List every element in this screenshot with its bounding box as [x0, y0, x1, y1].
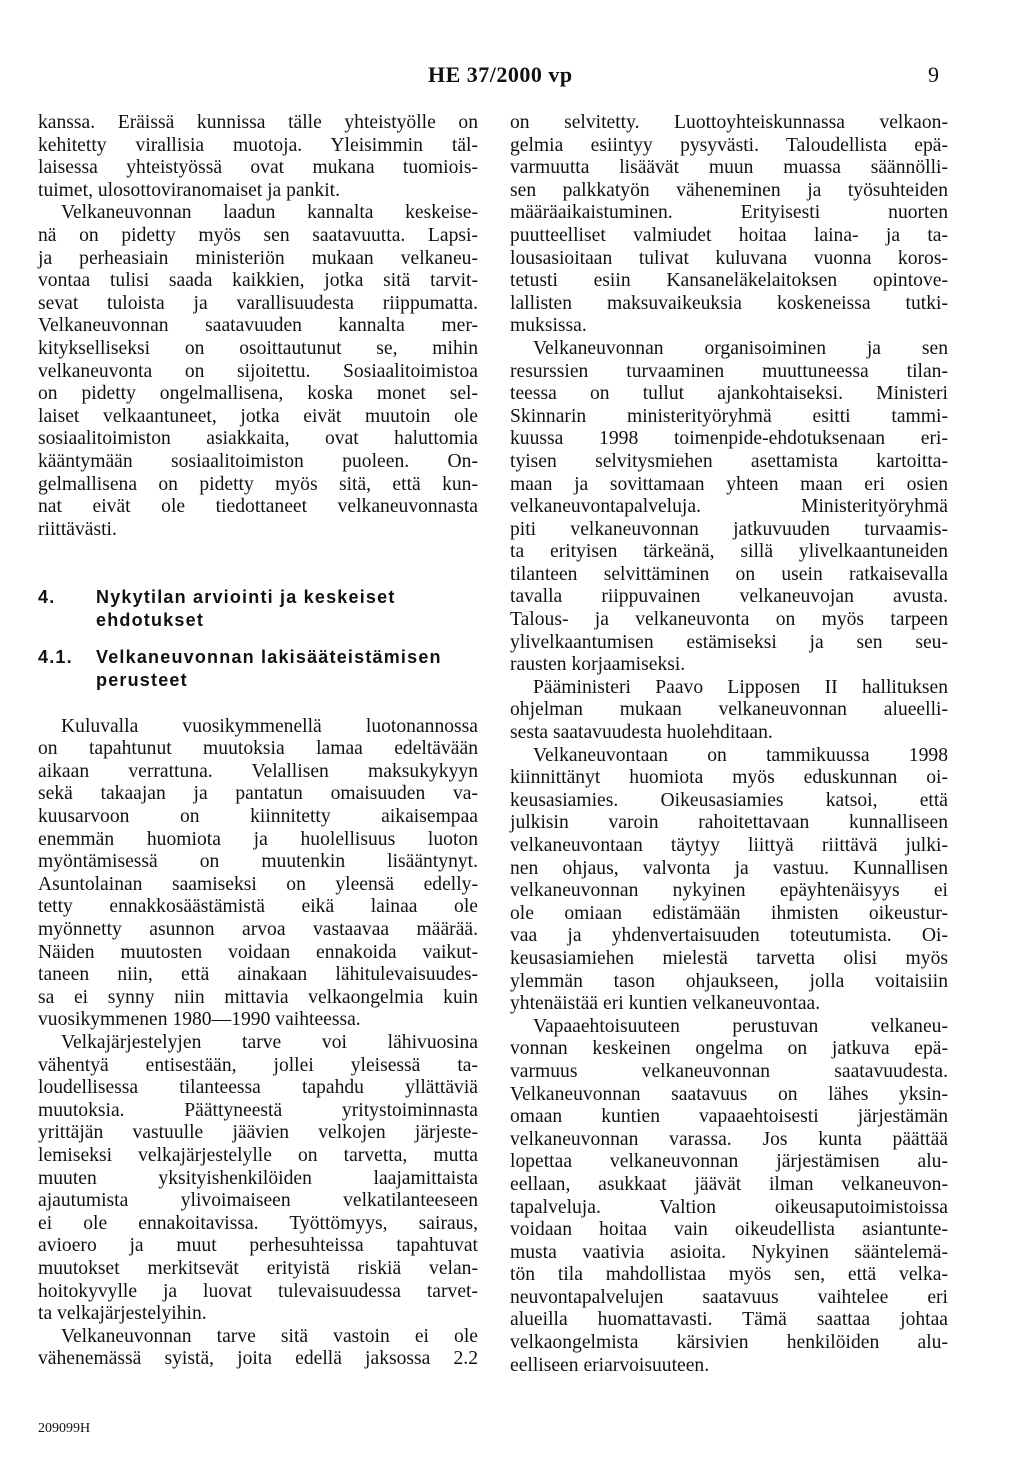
text-line: Velkajärjestelyjen tarve voi lähivuosina — [61, 1031, 478, 1053]
text-line: ta velkajärjestelyihin. — [38, 1303, 207, 1325]
text-line: laisessa yhteistyössä ovat mukana tuomiois- — [38, 157, 478, 179]
text-line: eelliseen eriarvoisuuteen. — [510, 1354, 710, 1376]
text-line: vaa ja yhdenvertaisuuden toteutumista. Oi- — [510, 925, 948, 947]
print-code: 209099H — [38, 1421, 91, 1436]
text-line: ajautumista ylivoimaiseen velkatilanteeseen — [38, 1190, 478, 1212]
text-line: teessa on tullut ajankohtaiseksi. Ministeri — [510, 383, 948, 405]
right-paragraph-4 — [510, 745, 948, 1016]
text-line: nä on pidetty myös sen saatavuutta. Lapsi- — [38, 224, 478, 246]
text-line: taneen niin, että ainakaan lähitulevaisuudes- — [38, 964, 478, 986]
text-line: Velkaneuvonnan tarve sitä vastoin ei ole — [61, 1325, 478, 1347]
page-header — [0, 62, 1024, 92]
left-column — [38, 112, 478, 1371]
text-line: julkisin varoin rahoitettavaan kunnalliseen — [510, 812, 948, 834]
text-line: sen palkkatyön väheneminen ja työsuhteiden — [510, 179, 948, 201]
text-line: ta erityisen tärkeänä, sillä ylivelkaantuneiden — [510, 541, 948, 563]
text-line: ylemmän tason ohjaukseen, jolla voitaisiin — [510, 970, 948, 992]
text-line: Näiden muutosten voidaan ennakoida vaikut- — [38, 941, 478, 963]
text-line: vontaa tulisi saada kaikkien, jotka sitä tarvit- — [38, 270, 478, 292]
text-line: ei ole ennakoitavissa. Työttömyys, sairaus, — [38, 1212, 478, 1234]
right-column — [510, 112, 948, 1377]
text-line: lemiseksi velkajärjestelylle on tarvetta, mutta — [38, 1144, 478, 1166]
text-line: kääntymään sosiaalitoimiston puoleen. On- — [38, 450, 478, 472]
text-line: tön tila mahdollistaa myös sen, että velka- — [510, 1264, 948, 1286]
text-line: Asuntolainan saamiseksi on yleensä edelly- — [38, 873, 478, 895]
text-line: riittävästi. — [38, 518, 117, 540]
text-line: tetusti esiin Kansaneläkelaitoksen opintove- — [510, 270, 948, 292]
text-line: muutoksia. Päättyneestä yritystoiminnasta — [38, 1099, 478, 1121]
text-line: avioero ja muut perhesuhteissa tapahtuvat — [38, 1235, 478, 1257]
text-line: muuten yksityishenkilöiden laajamittaista — [38, 1167, 478, 1189]
section-4-title-line-1: Nykytilan arviointi ja keskeiset — [96, 587, 396, 608]
text-line: alueilla huomattavasti. Tämä saattaa johtaa — [510, 1309, 948, 1331]
text-line: velkaneuvontapalveluja. Ministerityöryhmä — [510, 496, 948, 518]
text-line: rausten korjaamiseksi. — [510, 654, 686, 676]
section-4-1-number: 4.1. — [38, 647, 73, 668]
text-line: aikaan verrattuna. Velallisen maksukykyyn — [38, 760, 478, 782]
text-line: kiinnittänyt huomiota myös eduskunnan oi- — [510, 767, 948, 789]
text-line: lousasioitaan tulivat kuluvana vuonna koros- — [510, 247, 948, 269]
text-line: Vapaaehtoisuuteen perustuvan velkaneu- — [533, 1015, 948, 1037]
section-4-1-title-line-2: perusteet — [96, 670, 188, 691]
text-line: velkaneuvonnan varassa. Jos kunta päättää — [510, 1128, 948, 1150]
text-line: vähenemässä syistä, joita edellä jaksossa 2.2 — [38, 1348, 478, 1370]
text-line: Velkaneuvonnan laadun kannalta keskeise- — [61, 202, 478, 224]
text-line: on selvitetty. Luottoyhteiskunnassa velkaon- — [510, 112, 948, 133]
left-paragraph-4 — [38, 1032, 478, 1326]
text-line: tapalveluja. Valtion oikeusaputoimistoissa — [510, 1196, 948, 1218]
right-paragraph-2 — [510, 338, 948, 677]
text-line: Velkaneuvonnan saatavuus on lähes yksin- — [510, 1083, 948, 1105]
left-paragraph-2 — [38, 202, 478, 541]
text-line: tuimet, ulosottoviranomaiset ja pankit. — [38, 179, 341, 201]
text-line: muksissa. — [510, 315, 587, 337]
text-line: lopettaa velkaneuvonnan järjestämisen alu- — [510, 1151, 948, 1173]
text-line: omaan kuntien vapaaehtoisesti järjestämän — [510, 1106, 948, 1128]
text-line: maan ja sovittamaan yhteen maan eri osien — [510, 473, 948, 495]
text-line: ja perheasiain ministeriön mukaan velkaneu- — [38, 247, 478, 269]
text-line: neuvontapalvelujen saatavuus vaihtelee eri — [510, 1286, 948, 1308]
text-line: tilanteen selvittäminen on usein ratkaisevalla — [510, 563, 948, 585]
left-paragraph-3 — [38, 716, 478, 1032]
text-line: gelmia esiintyy pysyvästi. Taloudellista epä- — [510, 134, 948, 156]
text-line: piti velkaneuvonnan jatkuvuuden turvaamis- — [510, 518, 948, 540]
text-line: keusasiamiehen mielestä tarvetta olisi myös — [510, 947, 948, 969]
text-line: ylivelkaantumisen estämiseksi ja sen seu- — [510, 631, 948, 653]
text-line: muutokset merkitsevät erityistä riskiä velan- — [38, 1257, 478, 1279]
right-paragraph-3 — [510, 677, 948, 745]
section-4-heading — [38, 586, 478, 631]
text-line: enemmän huomiota ja huolellisuus luoton — [38, 828, 478, 850]
section-4-number: 4. — [38, 587, 56, 608]
text-line: varmuutta lisäävät muun muassa säännölli- — [510, 157, 948, 179]
text-line: on tapahtunut muutoksia lamaa edeltävään — [38, 738, 478, 760]
text-line: kitykselliseksi on osoittautunut se, mihin — [38, 337, 478, 359]
text-line: resurssien turvaaminen muuttuneessa tilan- — [510, 360, 948, 382]
text-line: varmuus velkaneuvonnan saatavuudesta. — [510, 1060, 948, 1082]
section-4-title-line-2: ehdotukset — [96, 609, 205, 630]
text-line: vonnan keskeinen ongelma on jatkuva epä- — [510, 1038, 948, 1060]
right-paragraph-5 — [510, 1016, 948, 1378]
section-4-1-heading — [38, 646, 478, 691]
text-line: on pidetty ongelmallisena, koska monet sel- — [38, 383, 478, 405]
text-line: Kuluvalla vuosikymmenellä luotonannossa — [61, 715, 478, 737]
text-line: ole omiaan edistämään ihmisten oikeustur- — [510, 902, 948, 924]
text-line: Pääministeri Paavo Lipposen II hallituksen — [533, 676, 948, 698]
text-line: musta vaativia asioita. Nykyinen sääntelemä- — [510, 1241, 948, 1263]
text-line: Velkaneuvonnan saatavuuden kannalta mer- — [38, 315, 478, 337]
text-line: lallisten maksuvaikeuksia koskeneissa tutki- — [510, 292, 948, 314]
text-line: loudellisessa tilanteessa tapahdu yllättäviä — [38, 1077, 478, 1099]
text-line: sosiaalitoimiston asiakkaita, ovat haluttomia — [38, 428, 478, 450]
section-4-1-title-line-1: Velkaneuvonnan lakisääteistämisen — [96, 647, 442, 668]
text-line: velkaneuvontaan täytyy liittyä riittävä julki- — [510, 835, 948, 856]
text-line: Talous- ja velkaneuvonta on myös tarpeen — [510, 609, 948, 631]
text-line: kanssa. Eräissä kunnissa tälle yhteistyölle on — [38, 112, 478, 133]
text-line: myöntämisessä on muutenkin lisääntynyt. — [38, 851, 478, 873]
text-line: eellaan, asukkaat jäävät ilman velkaneuvon- — [510, 1173, 948, 1195]
text-line: velkaongelmista kärsivien henkilöiden alu- — [510, 1332, 948, 1354]
text-line: nen ohjaus, valvonta ja vastuu. Kunnallisen — [510, 857, 948, 879]
text-line: kuusarvoon on kiinnitetty aikaisempaa — [38, 806, 478, 828]
text-line: gelmallisena on pidetty myös sitä, että kun- — [38, 473, 478, 495]
text-line: kuussa 1998 toimenpide-ehdotuksenaan eri- — [510, 428, 948, 450]
text-line: myönnetty asunnon arvoa vastaavaa määrää. — [38, 919, 478, 940]
text-line: tavalla riippuvainen velkaneuvojan avusta. — [510, 586, 948, 608]
text-line: nat eivät ole tiedottaneet velkaneuvonnasta — [38, 496, 478, 518]
text-line: sevat tuloista ja varallisuudesta riippumatta. — [38, 292, 478, 314]
text-line: sa ei synny niin mittavia velkaongelmia kuin — [38, 986, 478, 1008]
document-id: HE 37/2000 vp — [428, 62, 573, 87]
page-number: 9 — [928, 62, 939, 87]
right-paragraph-1 — [510, 112, 948, 338]
text-line: sesta saatavuudesta huolehditaan. — [510, 722, 773, 744]
text-line: voidaan hoitaa vain oikeudellista asiantunte- — [510, 1219, 948, 1241]
text-line: tetty ennakkosäästämistä eikä lainaa ole — [38, 896, 478, 918]
text-line: kehitetty virallisia muotoja. Yleisimmin täl- — [38, 134, 478, 156]
text-line: määräaikaistuminen. Erityisesti nuorten — [510, 202, 948, 224]
text-line: yhtenäistää eri kuntien velkaneuvontaa. — [510, 993, 821, 1015]
text-line: laiset velkaantuneet, jotka eivät muutoin ole — [38, 405, 478, 427]
text-line: yrittäjän vastuulle jäävien velkojen järjeste- — [38, 1122, 478, 1144]
text-line: Velkaneuvontaan on tammikuussa 1998 — [533, 744, 948, 766]
text-line: Velkaneuvonnan organisoiminen ja sen — [533, 337, 948, 359]
text-line: velkaneuvonta on sijoitettu. Sosiaalitoimistoa — [38, 360, 478, 382]
text-line: velkaneuvonnan nykyinen epäyhtenäisyys ei — [510, 880, 948, 902]
text-line: vähentyä entisestään, jollei yleisessä ta- — [38, 1054, 478, 1076]
left-paragraph-1 — [38, 112, 478, 202]
text-line: tyisen selvitysmiehen asettamista kartoitta- — [510, 450, 948, 472]
text-line: ohjelman mukaan velkaneuvonnan alueelli- — [510, 699, 948, 721]
text-line: vuosikymmenen 1980—1990 vaihteessa. — [38, 1009, 361, 1031]
text-line: hoitokyvylle ja luovat tulevaisuudessa tarvet- — [38, 1280, 478, 1302]
text-line: keusasiamies. Oikeusasiamies katsoi, että — [510, 789, 948, 811]
text-line: sekä takaajan ja pantatun omaisuuden va- — [38, 783, 478, 805]
text-line: puutteelliset valmiudet hoitaa laina- ja ta- — [510, 224, 948, 246]
text-line: Skinnarin ministerityöryhmä esitti tammi- — [510, 405, 948, 427]
left-paragraph-5 — [38, 1326, 478, 1371]
